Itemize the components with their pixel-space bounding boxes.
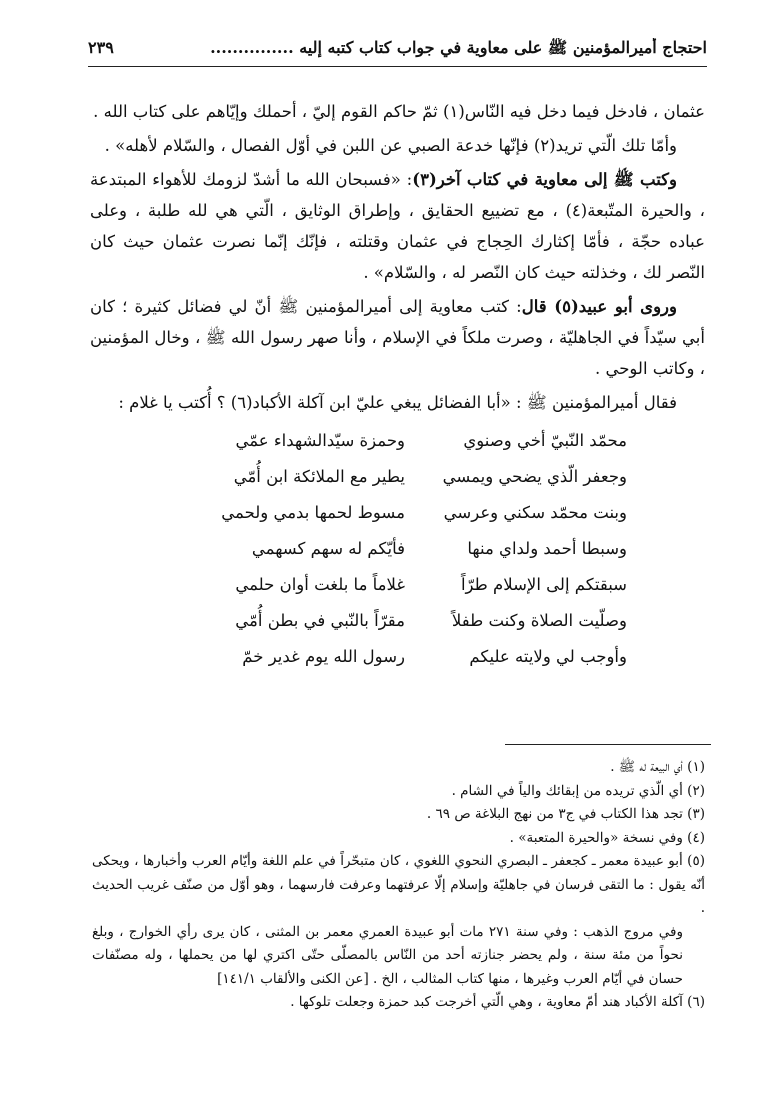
footnote-2: (٢) أي الّذي تريده من إبقائك والياً في الشام . [451,782,705,799]
verse-line [90,566,705,602]
verse-first-hemistich: وجعفر الّذي يضحي ويمسي [442,466,627,486]
paragraph-3-lead: وكتب ﷺ إلى معاوية في كتاب آخر(٣) [412,170,677,189]
verse-line [90,422,705,458]
verse-first-hemistich: وصلّيت الصلاة وكنت طفلاً [451,610,627,630]
verse-first-hemistich: محمّد النّبيّ أخي وصنوي [463,430,627,450]
footnotes [92,756,705,1015]
paragraph-4-lead: وروى أبو عبيد(٥) قال [521,297,677,316]
running-header [88,38,707,61]
poem [90,422,705,674]
header-dots: ............... [210,38,294,57]
verse-first-hemistich: وأوجب لي ولايته عليكم [469,646,627,666]
paragraph-3-text: : «فسبحان الله ما أشدّ لزومك للأهواء المبتدعة ، والحيرة المتّبعة(٤) ، مع تضييع الحقايق ، وإطراق الوثايق ، الّتي هي لله طلبة ، وعلى عباده حجّة ، فأمّا إكثارك الحِجاج في عثمان وقتلته ، فإنّك إنّما نصرت عثمان حيث كان النّصر لك ، وخذلته حيث كان النّصر له ، والسّلام» . [90,170,705,282]
verse-line [90,602,705,638]
footnote-separator [505,744,711,745]
footnote-5: (٥) أبو عبيدة معمر ـ كجعفر ـ البصري النحوي اللغوي ، كان متبحّراً في علم اللغة وأيّام العرب وأخبارها ، ويحكى أنّه يقول : ما التقى فرسان في جاهليّة وإسلام إلّا عرفتهما وعرفت فارسهما ، وهو أوّل من صنّف غريب الحديث . [92,853,705,916]
footnote-5-continued: وفي مروج الذهب : وفي سنة ٢٧١ مات أبو عبيدة العمري معمر بن المثنى ، كان يرى رأي الخوارج ، وبلغ نحواً من مئة سنة ، ولم يحضر جنازته أحد من النّاس بالمصلّى حتّى اكتري لها من يحملها ، وله مصنّفات حسان في أيّام العرب وغيرها ، منها كتاب المثالب ، الخ . [عن الكنى والألقاب ١٤١/١] [92,923,683,987]
verse-first-hemistich: سبقتكم إلى الإسلام طرّاً [460,574,627,594]
verse-second-hemistich: فأيّكم له سهم كسهمي [251,538,405,558]
footnote-6: (٦) آكلة الأكباد هند أمّ معاوية ، وهي الّتي أخرجت كبد حمزة وجعلت تلوكها . [290,994,705,1010]
paragraph-1: عثمان ، فادخل فيما دخل فيه النّاس(١) ثمّ حاكم القوم إليّ ، أحملك وإيّاهم على كتاب الله . [93,102,705,121]
paragraph-4 [90,291,705,384]
verse-second-hemistich: وحمزة سيّدالشهداء عمّي [235,430,405,450]
verse-second-hemistich: غلاماً ما بلغت أوان حلمي [235,574,405,594]
verse-line [90,530,705,566]
verse-line [90,494,705,530]
verse-second-hemistich: مقرّاً بالنّبي في بطن أُمّي [235,610,405,630]
header-rule [88,66,707,67]
verse-first-hemistich: وبنت محمّد سكني وعرسي [443,502,627,522]
paragraph-3 [90,164,705,288]
paragraph-5: فقال أميرالمؤمنين ﷺ : «أبا الفضائل يبغي عليّ ابن آكلة الأكباد(٦) ؟ أُكتب يا غلام : [118,393,677,412]
footnote-1: (١) أي البيعة له ﷺ . [610,759,705,775]
verse-first-hemistich: وسبطا أحمد ولداي منها [467,538,627,558]
footnote-3: (٣) تجد هذا الكتاب في ج٣ من نهج البلاغة ص ٦٩ . [426,806,705,822]
main-text [90,96,705,674]
page-number: ٢٣٩ [88,38,114,57]
verse-second-hemistich: يطير مع الملائكة ابن أُمّي [233,466,405,486]
header-title: احتجاج أميرالمؤمنين ﷺ على معاوية في جواب كتاب كتبه إليه [299,38,707,57]
footnote-4: (٤) وفي نسخة «والحيرة المتعبة» . [509,829,705,846]
paragraph-2: وأمّا تلك الّتي تريد(٢) فإنّها خدعة الصبي عن اللبن في أوّل الفصال ، والسّلام لأهله» . [104,136,677,155]
verse-line [90,638,705,674]
verse-second-hemistich: مسوط لحمها بدمي ولحمي [221,502,405,522]
paragraph-4-text: : كتب معاوية إلى أميرالمؤمنين ﷺ أنّ لي فضائل كثيرة ؛ كان أبي سيّداً في الجاهليّة ، وصرت ملكاً في الإسلام ، وأنا صهر رسول الله ﷺ ، وخال المؤمنين ، وكاتب الوحي . [90,297,705,378]
verse-line [90,458,705,494]
verse-second-hemistich: رسول الله يوم غدير خمّ [242,646,405,666]
